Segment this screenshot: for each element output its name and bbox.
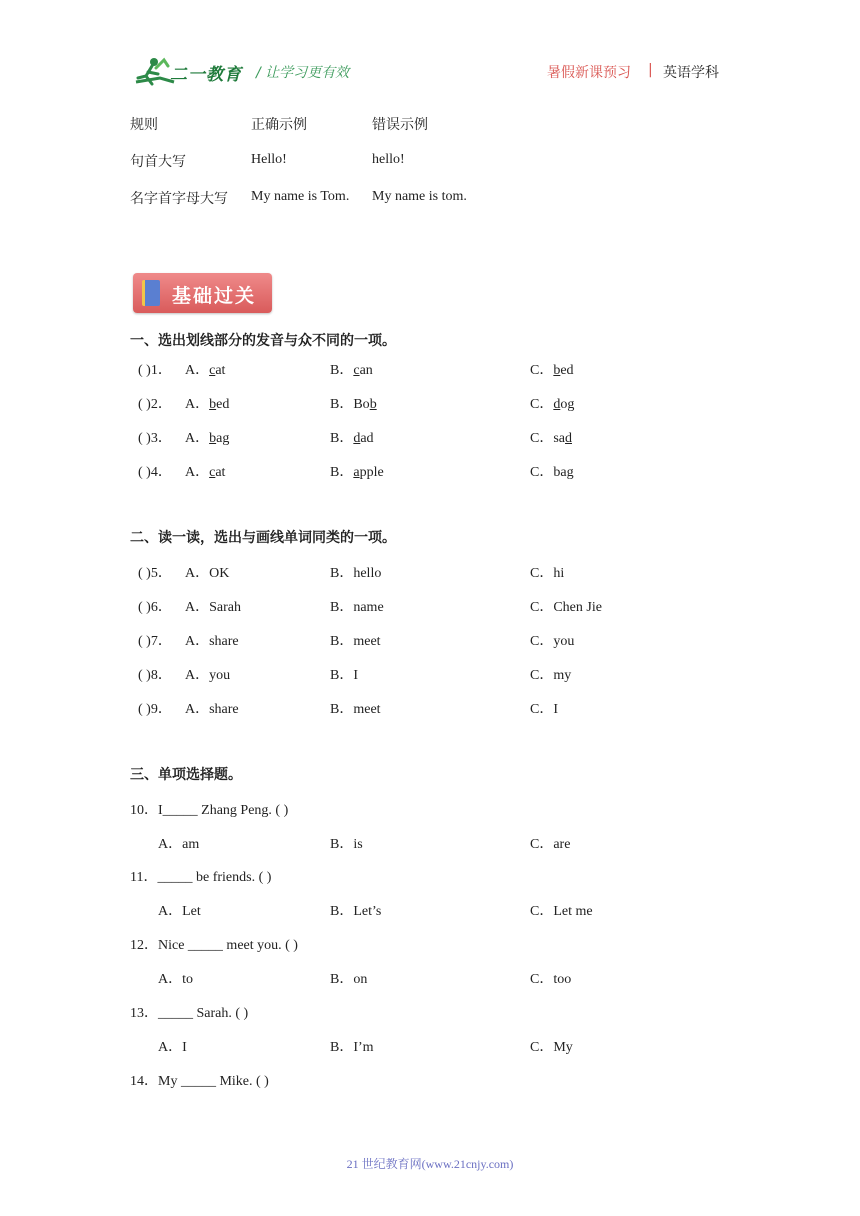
table-header: 正确示例 <box>251 117 307 133</box>
question-number: ( )1． <box>138 363 172 378</box>
question-number: ( )2． <box>138 397 172 412</box>
table-cell: My name is tom. <box>372 189 467 204</box>
option-a: A．cat <box>185 363 226 378</box>
option-a: A．share <box>185 702 239 717</box>
option-a: A．share <box>185 634 239 649</box>
table-header: 错误示例 <box>372 117 428 133</box>
underlined-letter: g <box>566 465 574 480</box>
option-b: B．on <box>330 972 368 987</box>
option-b: B．name <box>330 600 384 615</box>
underlined-letter: d <box>553 397 561 412</box>
course-label: 暑假新课预习 <box>547 65 631 81</box>
option-b: B．dad <box>330 431 374 446</box>
underlined-letter: b <box>369 397 377 412</box>
option-c: C．My <box>530 1040 573 1055</box>
header-separator: | <box>648 62 653 78</box>
option-a: A．OK <box>185 566 230 581</box>
table-cell: My name is Tom. <box>251 189 350 204</box>
table-header: 规则 <box>130 117 158 133</box>
option-a: A．am <box>158 837 200 852</box>
option-b: B．can <box>330 363 373 378</box>
option-b: B．Let’s <box>330 904 382 919</box>
option-a: A．to <box>158 972 193 987</box>
question-number: ( )7． <box>138 634 172 649</box>
question-number: ( )5． <box>138 566 172 581</box>
footer-text: 21 世纪教育网(www.21cnjy.com) <box>346 1157 514 1171</box>
option-c: C．bed <box>530 363 574 378</box>
section-title: 一、选出划线部分的发音与众不同的一项。 <box>130 333 396 349</box>
underlined-letter: b <box>209 431 217 446</box>
question-stem: 13．_____ Sarah. ( ) <box>130 1006 249 1021</box>
underlined-letter: b <box>553 363 561 378</box>
option-a: A．I <box>158 1040 187 1055</box>
option-c: C．you <box>530 634 575 649</box>
option-a: A．you <box>185 668 231 683</box>
option-b: B．Bob <box>330 397 377 412</box>
table-cell: 名字首字母大写 <box>130 191 228 207</box>
question-number: ( )8． <box>138 668 172 683</box>
underlined-letter: c <box>209 363 216 378</box>
section-title: 二、读一读，选出与画线单词同类的一项。 <box>130 530 396 546</box>
question-number: ( )9． <box>138 702 172 717</box>
badge-label: 基础过关 <box>172 285 257 307</box>
underlined-letter: c <box>209 465 216 480</box>
option-c: C．hi <box>530 566 565 581</box>
logo-text: 二一教育 <box>170 65 242 85</box>
question-number: ( )4． <box>138 465 172 480</box>
underlined-letter: d <box>565 431 572 446</box>
option-c: C．Chen Jie <box>530 600 602 615</box>
option-c: C．bag <box>530 465 574 480</box>
question-stem: 10．I_____ Zhang Peng. ( ) <box>130 803 289 818</box>
underlined-letter: c <box>353 363 360 378</box>
table-cell: hello! <box>372 152 405 167</box>
option-a: A．bag <box>185 431 230 446</box>
section-title: 三、单项选择题。 <box>130 767 242 783</box>
option-a: A．bed <box>185 397 230 412</box>
book-icon <box>142 280 160 306</box>
option-b: B．meet <box>330 702 381 717</box>
option-c: C．Let me <box>530 904 593 919</box>
subject-label: 英语学科 <box>663 65 719 81</box>
option-c: C．I <box>530 702 558 717</box>
option-b: B．is <box>330 837 363 852</box>
table-cell: Hello! <box>251 152 287 167</box>
question-number: ( )6． <box>138 600 172 615</box>
underlined-letter: a <box>353 465 360 480</box>
option-c: C．my <box>530 668 572 683</box>
option-c: C．sad <box>530 431 572 446</box>
table-cell: 句首大写 <box>130 154 186 170</box>
option-b: B．I <box>330 668 358 683</box>
question-stem: 14．My _____ Mike. ( ) <box>130 1074 269 1089</box>
question-stem: 12．Nice _____ meet you. ( ) <box>130 938 298 953</box>
underlined-letter: d <box>353 431 361 446</box>
option-b: B．apple <box>330 465 384 480</box>
option-b: B．I’m <box>330 1040 374 1055</box>
option-c: C．dog <box>530 397 575 412</box>
slogan: / 让学习更有效 <box>256 65 350 81</box>
question-stem: 11．_____ be friends. ( ) <box>130 870 272 885</box>
option-c: C．are <box>530 837 571 852</box>
option-b: B．meet <box>330 634 381 649</box>
option-b: B．hello <box>330 566 382 581</box>
option-a: A．Let <box>158 904 201 919</box>
option-a: A．Sarah <box>185 600 241 615</box>
option-c: C．too <box>530 972 572 987</box>
question-number: ( )3． <box>138 431 172 446</box>
underlined-letter: b <box>209 397 217 412</box>
option-a: A．cat <box>185 465 226 480</box>
